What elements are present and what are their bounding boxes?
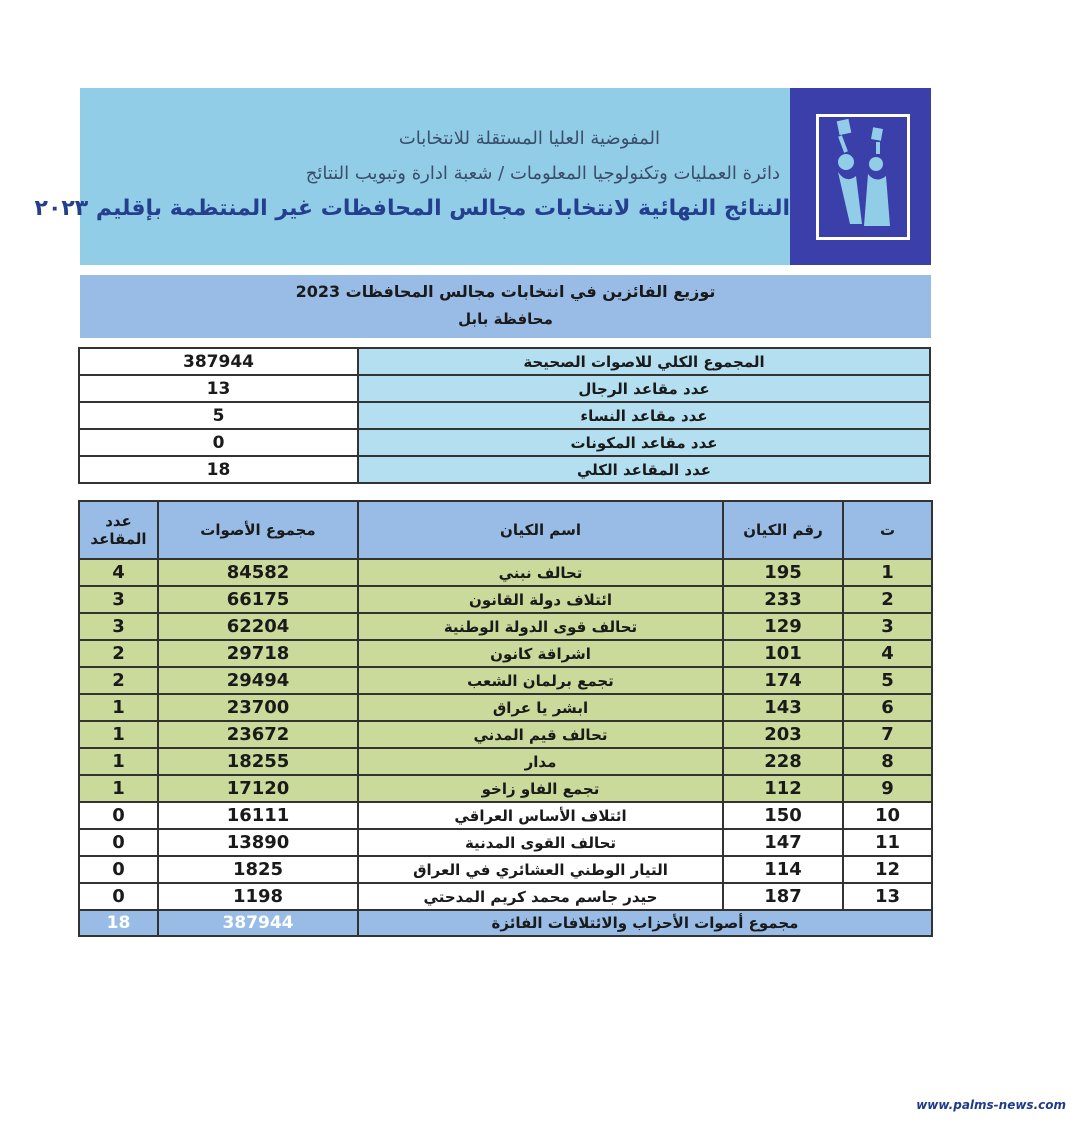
entity-number-cell: 203	[723, 721, 843, 748]
votes-cell: 23700	[158, 694, 358, 721]
summary-label: عدد مقاعد الرجال	[358, 375, 930, 402]
ballot-figures-icon	[816, 114, 910, 240]
entity-number-cell: 228	[723, 748, 843, 775]
votes-cell: 62204	[158, 613, 358, 640]
seats-cell: 0	[79, 802, 158, 829]
results-body	[79, 559, 932, 910]
total-seats: 18	[79, 910, 158, 936]
col-index-header: ت	[843, 501, 932, 559]
table-row	[79, 775, 932, 802]
entity-number-cell: 174	[723, 667, 843, 694]
index-cell: 3	[843, 613, 932, 640]
col-seats-header: عدد المقاعد	[79, 501, 158, 559]
commission-logo	[790, 88, 931, 265]
seats-cell: 2	[79, 640, 158, 667]
index-cell: 4	[843, 640, 932, 667]
distribution-title: توزيع الفائزين في انتخابات مجالس المحافظات 2023	[295, 282, 716, 301]
col-entity-number-header: رقم الكيان	[723, 501, 843, 559]
site-watermark: www.palms-news.com	[916, 1098, 1066, 1112]
summary-row	[79, 348, 930, 375]
votes-cell: 29718	[158, 640, 358, 667]
table-row	[79, 586, 932, 613]
header-banner	[34, 88, 931, 265]
seats-cell: 1	[79, 775, 158, 802]
index-cell: 11	[843, 829, 932, 856]
results-header-row	[79, 501, 932, 559]
results-title: النتائج النهائية لانتخابات مجالس المحافظات غير المنتظمة بإقليم ٢٠٢٣	[34, 196, 790, 221]
votes-cell: 29494	[158, 667, 358, 694]
entity-name-cell: اشراقة كانون	[358, 640, 723, 667]
table-row	[79, 829, 932, 856]
entity-name-cell: تحالف قيم المدني	[358, 721, 723, 748]
table-row	[79, 748, 932, 775]
entity-number-cell: 195	[723, 559, 843, 586]
summary-value: 387944	[79, 348, 358, 375]
table-row	[79, 667, 932, 694]
table-row	[79, 721, 932, 748]
entity-name-cell: حيدر جاسم محمد كريم المدحتي	[358, 883, 723, 910]
entity-name-cell: تحالف القوى المدنية	[358, 829, 723, 856]
index-cell: 12	[843, 856, 932, 883]
votes-cell: 17120	[158, 775, 358, 802]
col-entity-name-header: اسم الكيان	[358, 501, 723, 559]
entity-name-cell: تحالف قوى الدولة الوطنية	[358, 613, 723, 640]
total-votes: 387944	[158, 910, 358, 936]
seats-cell: 3	[79, 613, 158, 640]
entity-number-cell: 101	[723, 640, 843, 667]
entity-name-cell: مدار	[358, 748, 723, 775]
entity-number-cell: 150	[723, 802, 843, 829]
votes-cell: 23672	[158, 721, 358, 748]
entity-name-cell: التيار الوطني العشائري في العراق	[358, 856, 723, 883]
table-row	[79, 559, 932, 586]
summary-value: 5	[79, 402, 358, 429]
entity-name-cell: تجمع برلمان الشعب	[358, 667, 723, 694]
entity-name-cell: تجمع الفاو زاخو	[358, 775, 723, 802]
index-cell: 2	[843, 586, 932, 613]
results-table	[78, 500, 933, 937]
entity-name-cell: ابشر يا عراق	[358, 694, 723, 721]
index-cell: 6	[843, 694, 932, 721]
index-cell: 9	[843, 775, 932, 802]
entity-number-cell: 143	[723, 694, 843, 721]
votes-cell: 16111	[158, 802, 358, 829]
summary-value: 18	[79, 456, 358, 483]
index-cell: 7	[843, 721, 932, 748]
summary-value: 0	[79, 429, 358, 456]
votes-cell: 84582	[158, 559, 358, 586]
entity-number-cell: 187	[723, 883, 843, 910]
seats-cell: 1	[79, 748, 158, 775]
summary-row	[79, 402, 930, 429]
entity-number-cell: 114	[723, 856, 843, 883]
seats-cell: 0	[79, 856, 158, 883]
index-cell: 5	[843, 667, 932, 694]
summary-value: 13	[79, 375, 358, 402]
votes-cell: 18255	[158, 748, 358, 775]
summary-label: عدد المقاعد الكلي	[358, 456, 930, 483]
index-cell: 10	[843, 802, 932, 829]
summary-row	[79, 456, 930, 483]
votes-cell: 1198	[158, 883, 358, 910]
votes-cell: 1825	[158, 856, 358, 883]
table-row	[79, 802, 932, 829]
header-text-block	[34, 88, 790, 265]
index-cell: 1	[843, 559, 932, 586]
entity-number-cell: 129	[723, 613, 843, 640]
entity-number-cell: 147	[723, 829, 843, 856]
votes-cell: 66175	[158, 586, 358, 613]
entity-number-cell: 233	[723, 586, 843, 613]
summary-label: عدد مقاعد النساء	[358, 402, 930, 429]
seats-cell: 1	[79, 694, 158, 721]
summary-row	[79, 375, 930, 402]
table-row	[79, 856, 932, 883]
table-row	[79, 694, 932, 721]
seats-cell: 0	[79, 883, 158, 910]
table-row	[79, 640, 932, 667]
summary-table	[78, 347, 931, 484]
summary-label: عدد مقاعد المكونات	[358, 429, 930, 456]
index-cell: 13	[843, 883, 932, 910]
col-votes-header: مجموع الأصوات	[158, 501, 358, 559]
seats-cell: 1	[79, 721, 158, 748]
total-label: مجموع أصوات الأحزاب والائتلافات الفائزة	[358, 910, 932, 936]
total-row	[79, 910, 932, 936]
votes-cell: 13890	[158, 829, 358, 856]
seats-cell: 4	[79, 559, 158, 586]
seats-cell: 3	[79, 586, 158, 613]
summary-row	[79, 429, 930, 456]
governorate-name: محافظة بابل	[458, 310, 553, 328]
summary-label: المجموع الكلي للاصوات الصحيحة	[358, 348, 930, 375]
department-name: دائرة العمليات وتكنولوجيا المعلومات / شعبة ادارة وتبويب النتائج	[305, 163, 780, 184]
distribution-header	[80, 275, 931, 338]
seats-cell: 2	[79, 667, 158, 694]
entity-name-cell: ائتلاف دولة القانون	[358, 586, 723, 613]
commission-name: المفوضية العليا المستقلة للانتخابات	[398, 128, 660, 149]
seats-cell: 0	[79, 829, 158, 856]
entity-name-cell: ائتلاف الأساس العراقي	[358, 802, 723, 829]
table-row	[79, 613, 932, 640]
table-row	[79, 883, 932, 910]
entity-number-cell: 112	[723, 775, 843, 802]
entity-name-cell: تحالف نبني	[358, 559, 723, 586]
index-cell: 8	[843, 748, 932, 775]
